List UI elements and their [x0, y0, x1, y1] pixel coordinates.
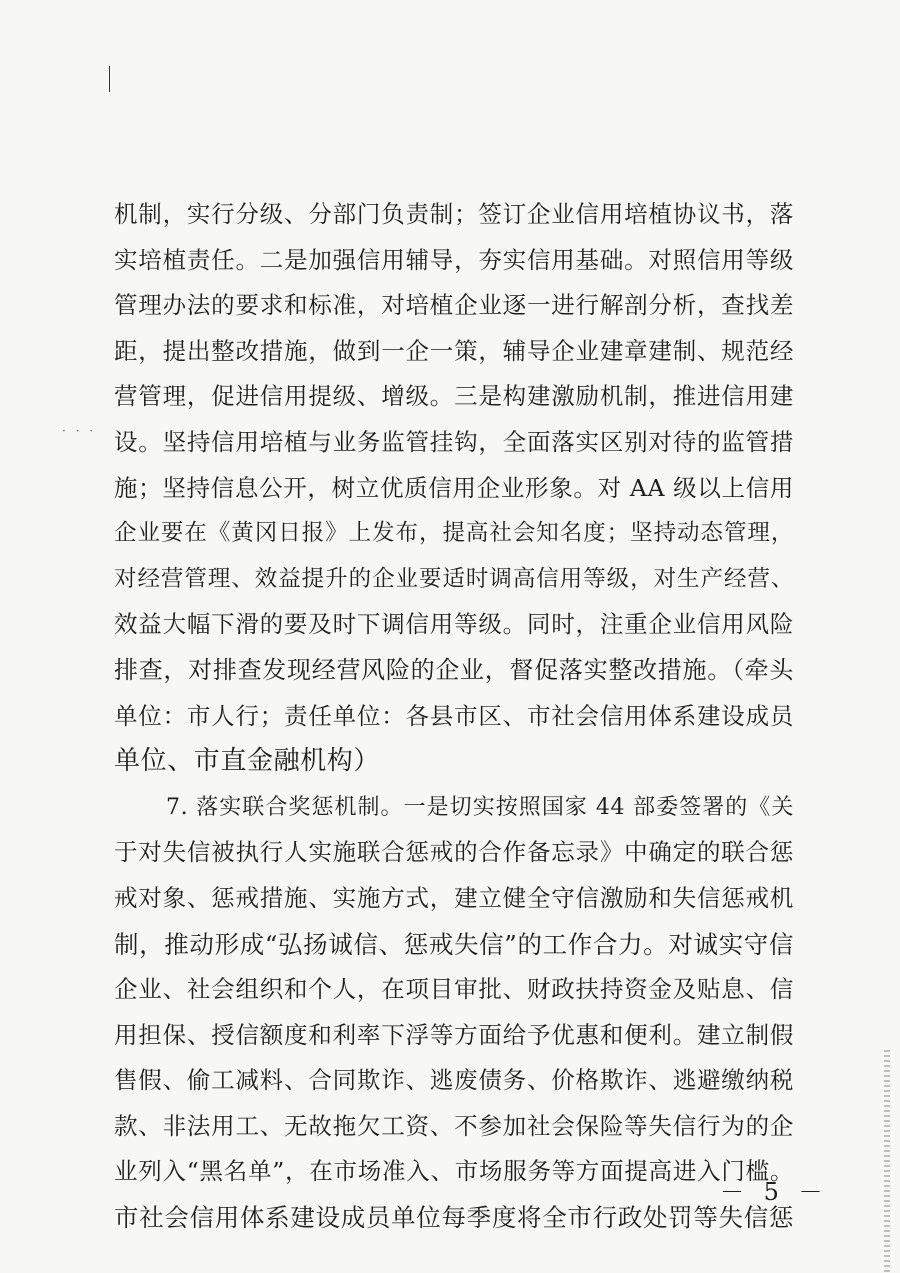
text-line: 排查，对排查发现经营风险的企业，督促落实整改措施。（牵头: [114, 655, 794, 684]
text-line: 企业、社会组织和个人，在项目审批、财政扶持资金及贴息、信: [114, 975, 794, 1004]
text-line: 管理办法的要求和标准，对培植企业逐一进行解剖分析，查找差: [114, 291, 794, 320]
text-line: 单位、市直金融机构）: [114, 746, 381, 777]
text-line: 施；坚持信息公开，树立优质信用企业形象。对 AA 级以上信用: [114, 473, 794, 502]
text-line: 市社会信用体系建设成员单位每季度将全市行政处罚等失信惩: [114, 1203, 794, 1233]
text-line: 售假、偷工减料、合同欺诈、逃废债务、价格欺诈、逃避缴纳税: [114, 1066, 794, 1095]
page-number: － 5 －: [720, 1178, 829, 1206]
section-heading-line: 7. 落实联合奖惩机制。一是切实按照国家 44 部委签署的《关: [166, 794, 794, 820]
text-line: 款、非法用工、无故拖欠工资、不参加社会保险等失信行为的企: [114, 1111, 794, 1140]
text-line: 单位：市人行；责任单位：各县市区、市社会信用体系建设成员: [114, 701, 794, 730]
text-line: 效益大幅下滑的要及时下调信用等级。同时，注重企业信用风险: [114, 610, 794, 639]
body-text: [114, 192, 794, 1241]
text-line: 对经营管理、效益提升的企业要适时调高信用等级，对生产经营、: [114, 565, 794, 592]
text-line: 设。坚持信用培植与业务监管挂钩，全面落实区别对待的监管措: [114, 427, 794, 456]
scan-artifact-line: [109, 66, 110, 92]
text-line: 用担保、授信额度和利率下浮等方面给予优惠和便利。建立制假: [114, 1020, 794, 1049]
text-line: 距，提出整改措施，做到一企一策，辅导企业建章建制、规范经: [114, 336, 794, 365]
text-line: 机制，实行分级、分部门负责制；签订企业信用培植协议书，落: [114, 200, 794, 228]
text-line: 于对失信被执行人实施联合惩戒的合作备忘录》中确定的联合惩: [114, 838, 794, 867]
text-line: 企业要在《黄冈日报》上发布，提高社会知名度；坚持动态管理，: [114, 520, 794, 547]
text-line: 营管理，促进信用提级、增级。三是构建激励机制，推进信用建: [114, 382, 794, 411]
scan-artifact-edge: [884, 1050, 890, 1273]
text-line: 制，推动形成“弘扬诚信、惩戒失信”的工作合力。对诚实守信: [114, 929, 794, 959]
scan-artifact-dots: · · ·: [62, 424, 97, 438]
text-line: 戒对象、惩戒措施、实施方式，建立健全守信激励和失信惩戒机: [114, 883, 794, 912]
text-line: 实培植责任。二是加强信用辅导，夯实信用基础。对照信用等级: [114, 245, 794, 274]
text-line: 业列入“黑名单”，在市场准入、市场服务等方面提高进入门槛。: [114, 1157, 794, 1186]
